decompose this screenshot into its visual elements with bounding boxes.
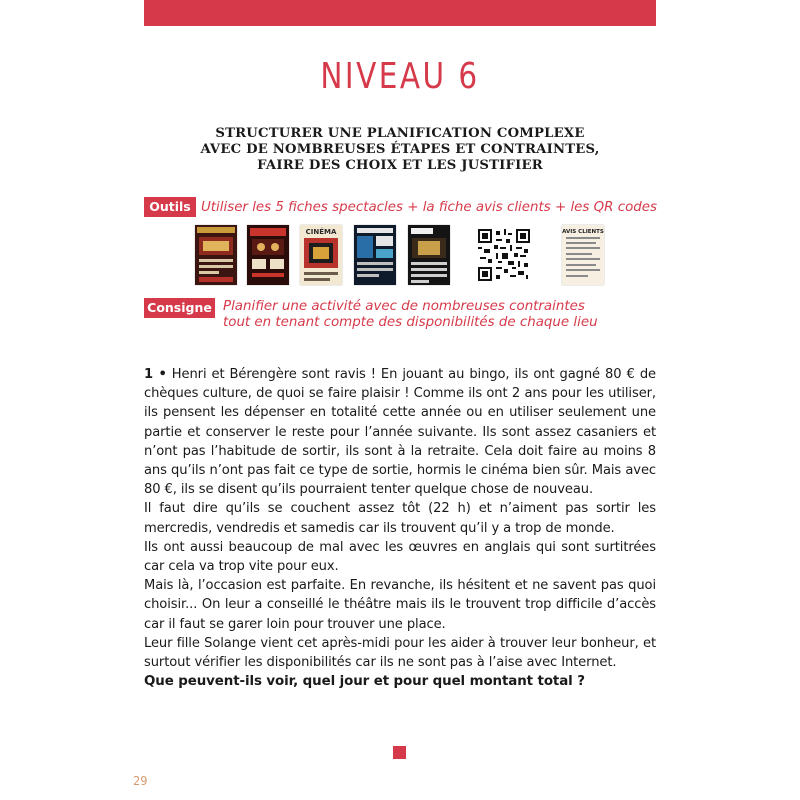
objective-heading [144,126,656,174]
decorative-square [393,746,406,759]
exercise-number: 1 • [144,367,167,382]
show-sheet-thumbnail-2 [247,225,289,285]
show-sheet-thumbnail-1 [195,225,237,285]
story-paragraph: Il faut dire qu’ils se couchent assez tôt (22 h) et n’aiment pas sortir les mercredis, vendredis et samedis car ils trouvent qu’il y a trop de monde. [144,501,656,536]
story-paragraph: Leur fille Solange vient cet après-midi pour les aider à trouver leur bonheur, et surtout vérifier les disponibilités car ils ne sont pas à l’aise avec Internet. [144,635,656,671]
level-title: NIVEAU 6 [320,56,480,97]
story-paragraph: Ils ont aussi beaucoup de mal avec les œuvres en anglais qui sont surtitrées car cela va trop vite pour eux. [144,539,656,575]
qr-code-icon [478,229,530,281]
top-color-band [144,0,656,26]
objective-line: AVEC DE NOMBREUSES ÉTAPES ET CONTRAINTES, [200,142,600,157]
exercise-text [144,365,656,691]
objective-line: STRUCTURER UNE PLANIFICATION COMPLEXE [215,126,585,141]
cinema-thumbnail-title: CINÉMA [305,228,337,236]
consigne-description [223,299,598,331]
show-sheet-thumbnail-4 [354,225,396,285]
consigne-line: tout en tenant compte des disponibilités de chaque lieu [223,315,598,330]
story-paragraph-text: Henri et Bérengère sont ravis ! En jouant au bingo, ils ont gagné 80 € de chèques culture, de quoi se faire plaisir ! Comme ils ont 2 ans pour les utiliser, ils pensent les dépenser en totalité cette année ou en utiliser seulement une partie et conserver le reste pour l’année suivante. Ils sont assez casaniers et n’ont pas l’habitude de sortir, ils sont à la retraite. Cela doit faire au moins 8 ans qu’ils n’ont pas fait ce type de sortie, hormis le cinéma bien sûr. Mais avec 80 €, ils se disent qu’ils pourraient tenter quelque chose de nouveau. [144,367,656,498]
cinema-sheet-thumbnail [300,225,342,285]
exercise-question: Que peuvent-ils voir, quel jour et pour quel montant total ? [144,674,585,690]
consigne-tag: Consigne [144,298,215,318]
consigne-line: Planifier une activité avec de nombreuses contraintes [223,299,585,314]
outils-tag: Outils [144,197,196,217]
reviews-sheet-thumbnail [562,225,604,285]
story-paragraph [144,365,656,499]
reviews-thumbnail-title: AVIS CLIENTS [562,229,604,235]
story-paragraph: Mais là, l’occasion est parfaite. En revanche, ils hésitent et ne savent pas quoi choisir... On leur a conseillé le théâtre mais ils le trouvent trop difficile d’accès car il faut se garer loin pour trouver une place. [144,578,656,632]
outils-description: Utiliser les 5 fiches spectacles + la fiche avis clients + les QR codes [201,200,658,215]
objective-line: FAIRE DES CHOIX ET LES JUSTIFIER [257,158,543,173]
show-sheet-thumbnail-5 [408,225,450,285]
page-number: 29 [133,774,148,788]
tools-thumbnails [0,222,800,288]
